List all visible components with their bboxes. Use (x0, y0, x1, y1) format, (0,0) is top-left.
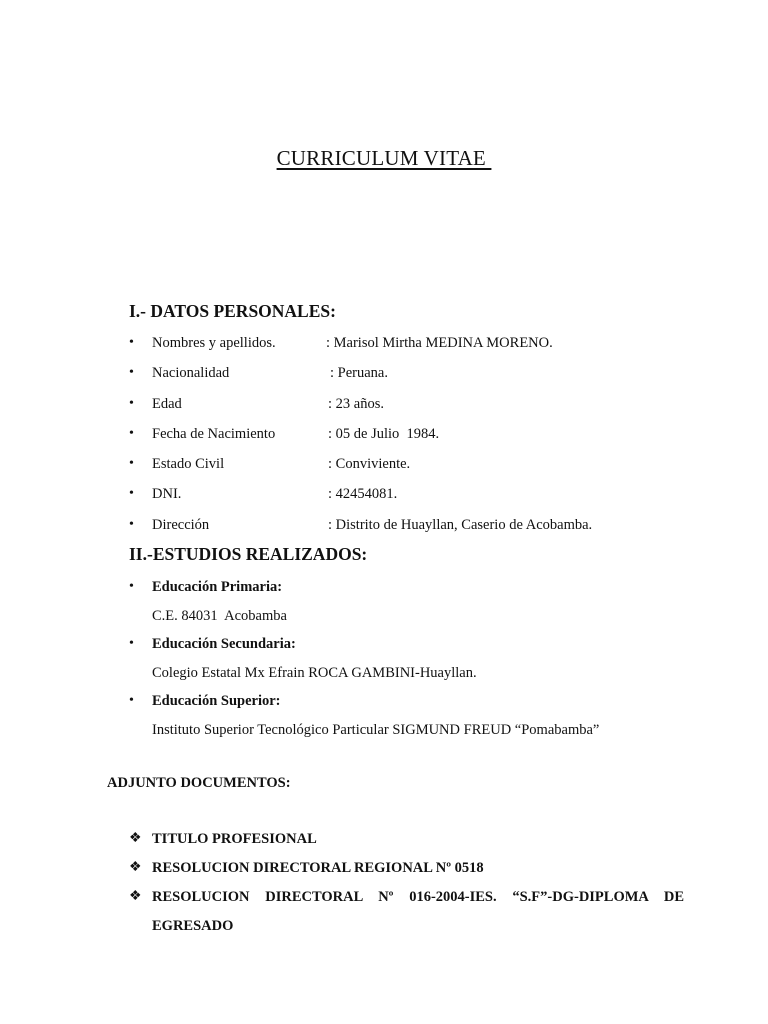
field-value: : 42454081. (328, 486, 398, 503)
bullet-icon: • (129, 486, 134, 502)
attachments-heading: ADJUNTO DOCUMENTOS: (107, 775, 291, 791)
bullet-icon: • (129, 579, 134, 594)
bullet-icon: • (129, 516, 134, 532)
bullet-icon: • (129, 395, 134, 411)
bullet-icon: • (129, 693, 134, 708)
study-institution: C.E. 84031 Acobamba (152, 608, 287, 624)
attachments-list (129, 825, 684, 940)
list-item (129, 331, 689, 361)
study-level: Educación Superior: (152, 693, 281, 709)
field-label: Nombres y apellidos. (152, 335, 276, 351)
attachment-text: RESOLUCION DIRECTORAL REGIONAL Nº 0518 (152, 860, 484, 876)
list-item (129, 825, 684, 854)
document-title-text: CURRICULUM VITAE (276, 146, 492, 170)
study-institution: Colegio Estatal Mx Efrain ROCA GAMBINI-Huayllan. (152, 665, 477, 681)
bullet-icon: • (129, 636, 134, 651)
diamond-bullet-icon: ❖ (129, 889, 142, 904)
studies-heading: II.-ESTUDIOS REALIZADOS: (129, 544, 368, 564)
list-item (129, 422, 689, 452)
diamond-bullet-icon: ❖ (129, 831, 142, 846)
bullet-icon: • (129, 365, 134, 381)
list-item (129, 854, 684, 883)
personal-data-heading: I.- DATOS PERSONALES: (129, 301, 336, 321)
list-item (129, 452, 689, 482)
list-item (129, 513, 689, 543)
document-title (0, 146, 768, 171)
diamond-bullet-icon: ❖ (129, 860, 142, 875)
field-label: Edad (152, 395, 182, 412)
list-item (129, 392, 689, 422)
field-label: Fecha de Nacimiento (152, 425, 276, 442)
bullet-icon: • (129, 425, 134, 441)
list-item (129, 689, 689, 746)
field-label: Estado Civil (152, 456, 225, 473)
field-value: : Marisol Mirtha MEDINA MORENO. (326, 335, 553, 351)
field-value: : Peruana. (330, 365, 388, 382)
study-level: Educación Secundaria: (152, 636, 296, 652)
personal-data-list (129, 331, 689, 543)
studies-list (129, 575, 689, 746)
study-level: Educación Primaria: (152, 579, 283, 595)
list-item (129, 632, 689, 689)
list-item (129, 575, 689, 632)
list-item (129, 361, 689, 391)
attachment-text: TITULO PROFESIONAL (152, 831, 317, 847)
bullet-icon: • (129, 456, 134, 472)
field-value: : 23 años. (328, 395, 384, 412)
field-label: Nacionalidad (152, 365, 230, 382)
field-label: DNI. (152, 486, 182, 503)
list-item (129, 883, 684, 940)
field-label: Dirección (152, 516, 210, 533)
study-institution: Instituto Superior Tecnológico Particular SIGMUND FREUD “Pomabamba” (152, 722, 600, 738)
attachment-text: RESOLUCION DIRECTORAL Nº 016-2004-IES. “S.F”-DG-DIPLOMA DE EGRESADO (152, 889, 684, 934)
bullet-icon: • (129, 335, 134, 350)
field-value: : Conviviente. (328, 456, 411, 473)
field-value: : Distrito de Huayllan, Caserio de Acobamba. (328, 516, 593, 533)
field-value: : 05 de Julio 1984. (328, 425, 440, 442)
list-item (129, 482, 689, 512)
